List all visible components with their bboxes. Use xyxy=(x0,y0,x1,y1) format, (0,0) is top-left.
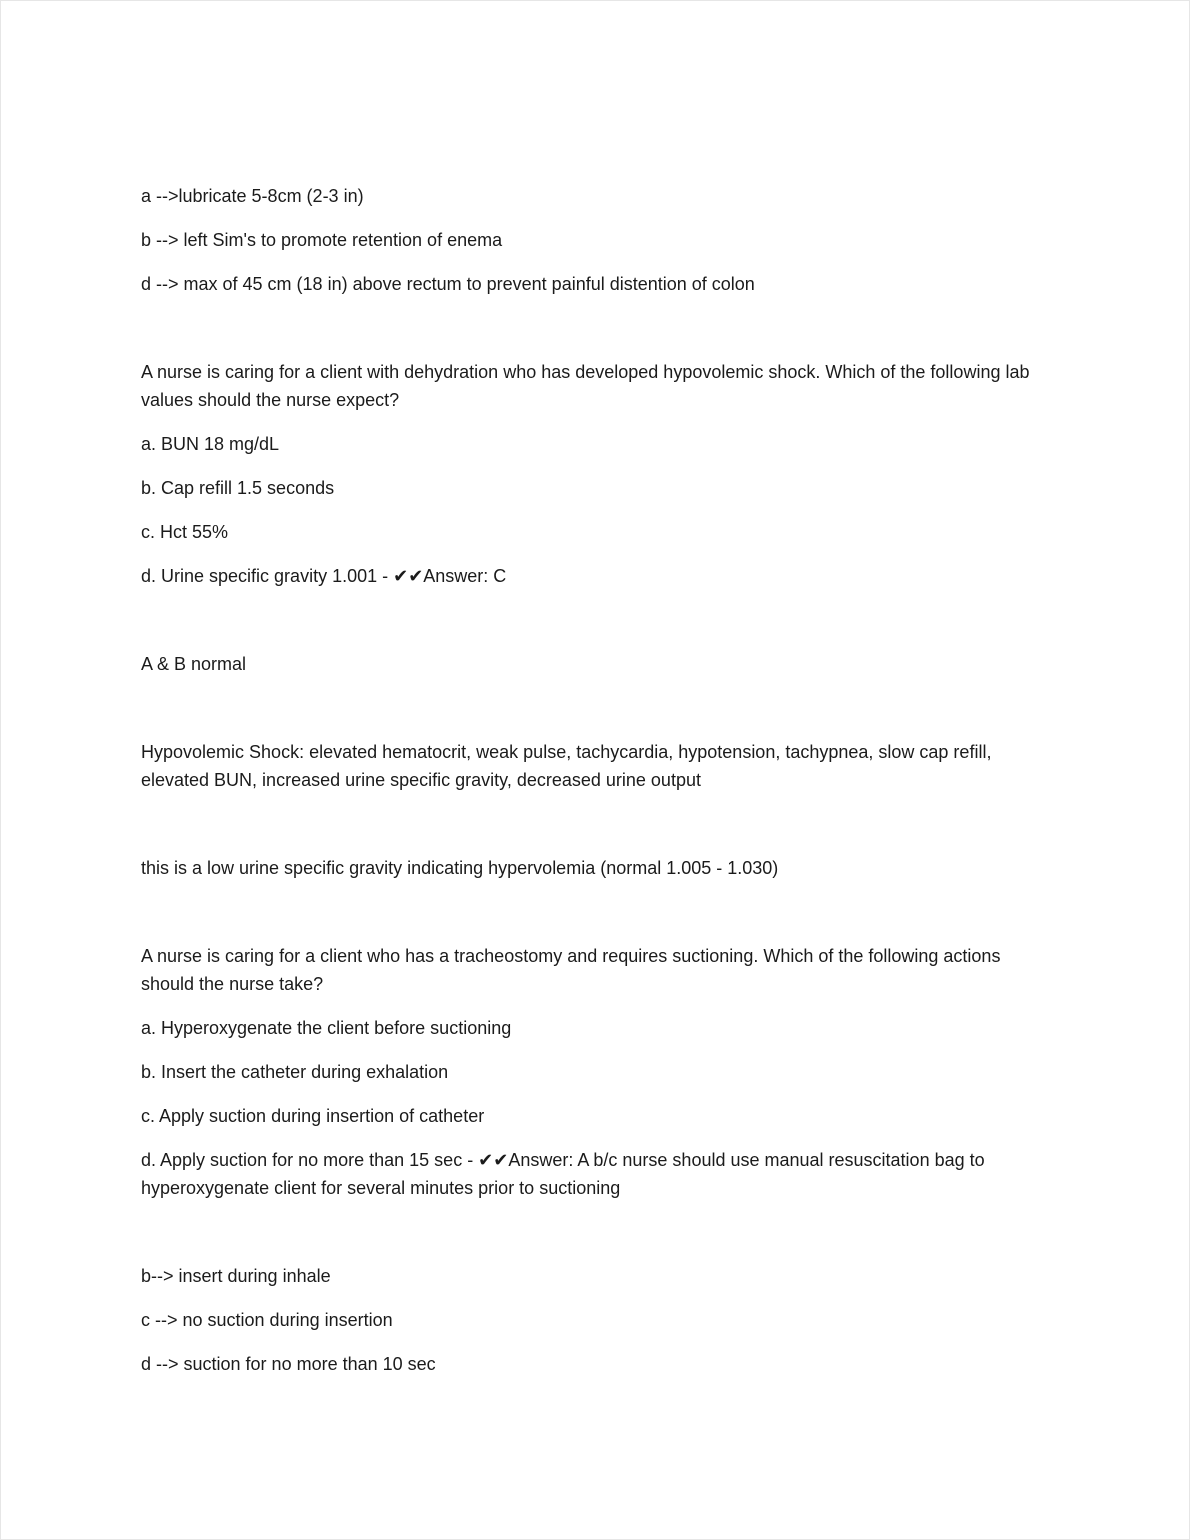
paragraph-answer-note: d --> suction for no more than 10 sec xyxy=(141,1354,436,1374)
paragraph-answer-note: a -->lubricate 5-8cm (2-3 in) xyxy=(141,186,364,206)
paragraph-spacer xyxy=(141,314,1051,342)
paragraph-answer-note: d --> max of 45 cm (18 in) above rectum to prevent painful distention of colon xyxy=(141,274,755,294)
paragraph-spacer xyxy=(141,694,1051,722)
paragraph-spacer xyxy=(141,810,1051,838)
paragraph-rationale: Hypovolemic Shock: elevated hematocrit, weak pulse, tachycardia, hypotension, tachypnea, slow cap refill, elevated BUN, increased urine specific gravity, decreased urine output xyxy=(141,742,992,790)
paragraph-spacer xyxy=(141,1218,1051,1246)
paragraph-answer-note: b --> left Sim's to promote retention of enema xyxy=(141,230,503,250)
document-body xyxy=(141,182,1051,1378)
paragraph-spacer xyxy=(141,606,1051,634)
paragraph-option-b: b. Insert the catheter during exhalation xyxy=(141,1062,449,1082)
paragraph-option-c: c. Apply suction during insertion of catheter xyxy=(141,1106,485,1126)
paragraph-answer-note: c --> no suction during insertion xyxy=(141,1310,393,1330)
paragraph-question: A nurse is caring for a client with dehydration who has developed hypovolemic shock. Which of the following lab values should the nurse expect? xyxy=(141,362,1030,410)
paragraph-rationale: A & B normal xyxy=(141,654,247,674)
paragraph-spacer xyxy=(141,898,1051,926)
paragraph-option-d-answer: d. Apply suction for no more than 15 sec - ✔✔Answer: A b/c nurse should use manual resuscitation bag to hyperoxygenate client for several minutes prior to suctioning xyxy=(141,1150,985,1198)
paragraph-rationale: this is a low urine specific gravity indicating hypervolemia (normal 1.005 - 1.030) xyxy=(141,858,779,878)
paragraph-option-a: a. BUN 18 mg/dL xyxy=(141,434,280,454)
paragraph-question: A nurse is caring for a client who has a tracheostomy and requires suctioning. Which of the following actions should the nurse take? xyxy=(141,946,1001,994)
paragraph-option-d-answer: d. Urine specific gravity 1.001 - ✔✔Answer: C xyxy=(141,566,507,586)
paragraph-option-a: a. Hyperoxygenate the client before suctioning xyxy=(141,1018,512,1038)
paragraph-option-b: b. Cap refill 1.5 seconds xyxy=(141,478,335,498)
paragraph-option-c: c. Hct 55% xyxy=(141,522,229,542)
paragraph-answer-note: b--> insert during inhale xyxy=(141,1266,331,1286)
